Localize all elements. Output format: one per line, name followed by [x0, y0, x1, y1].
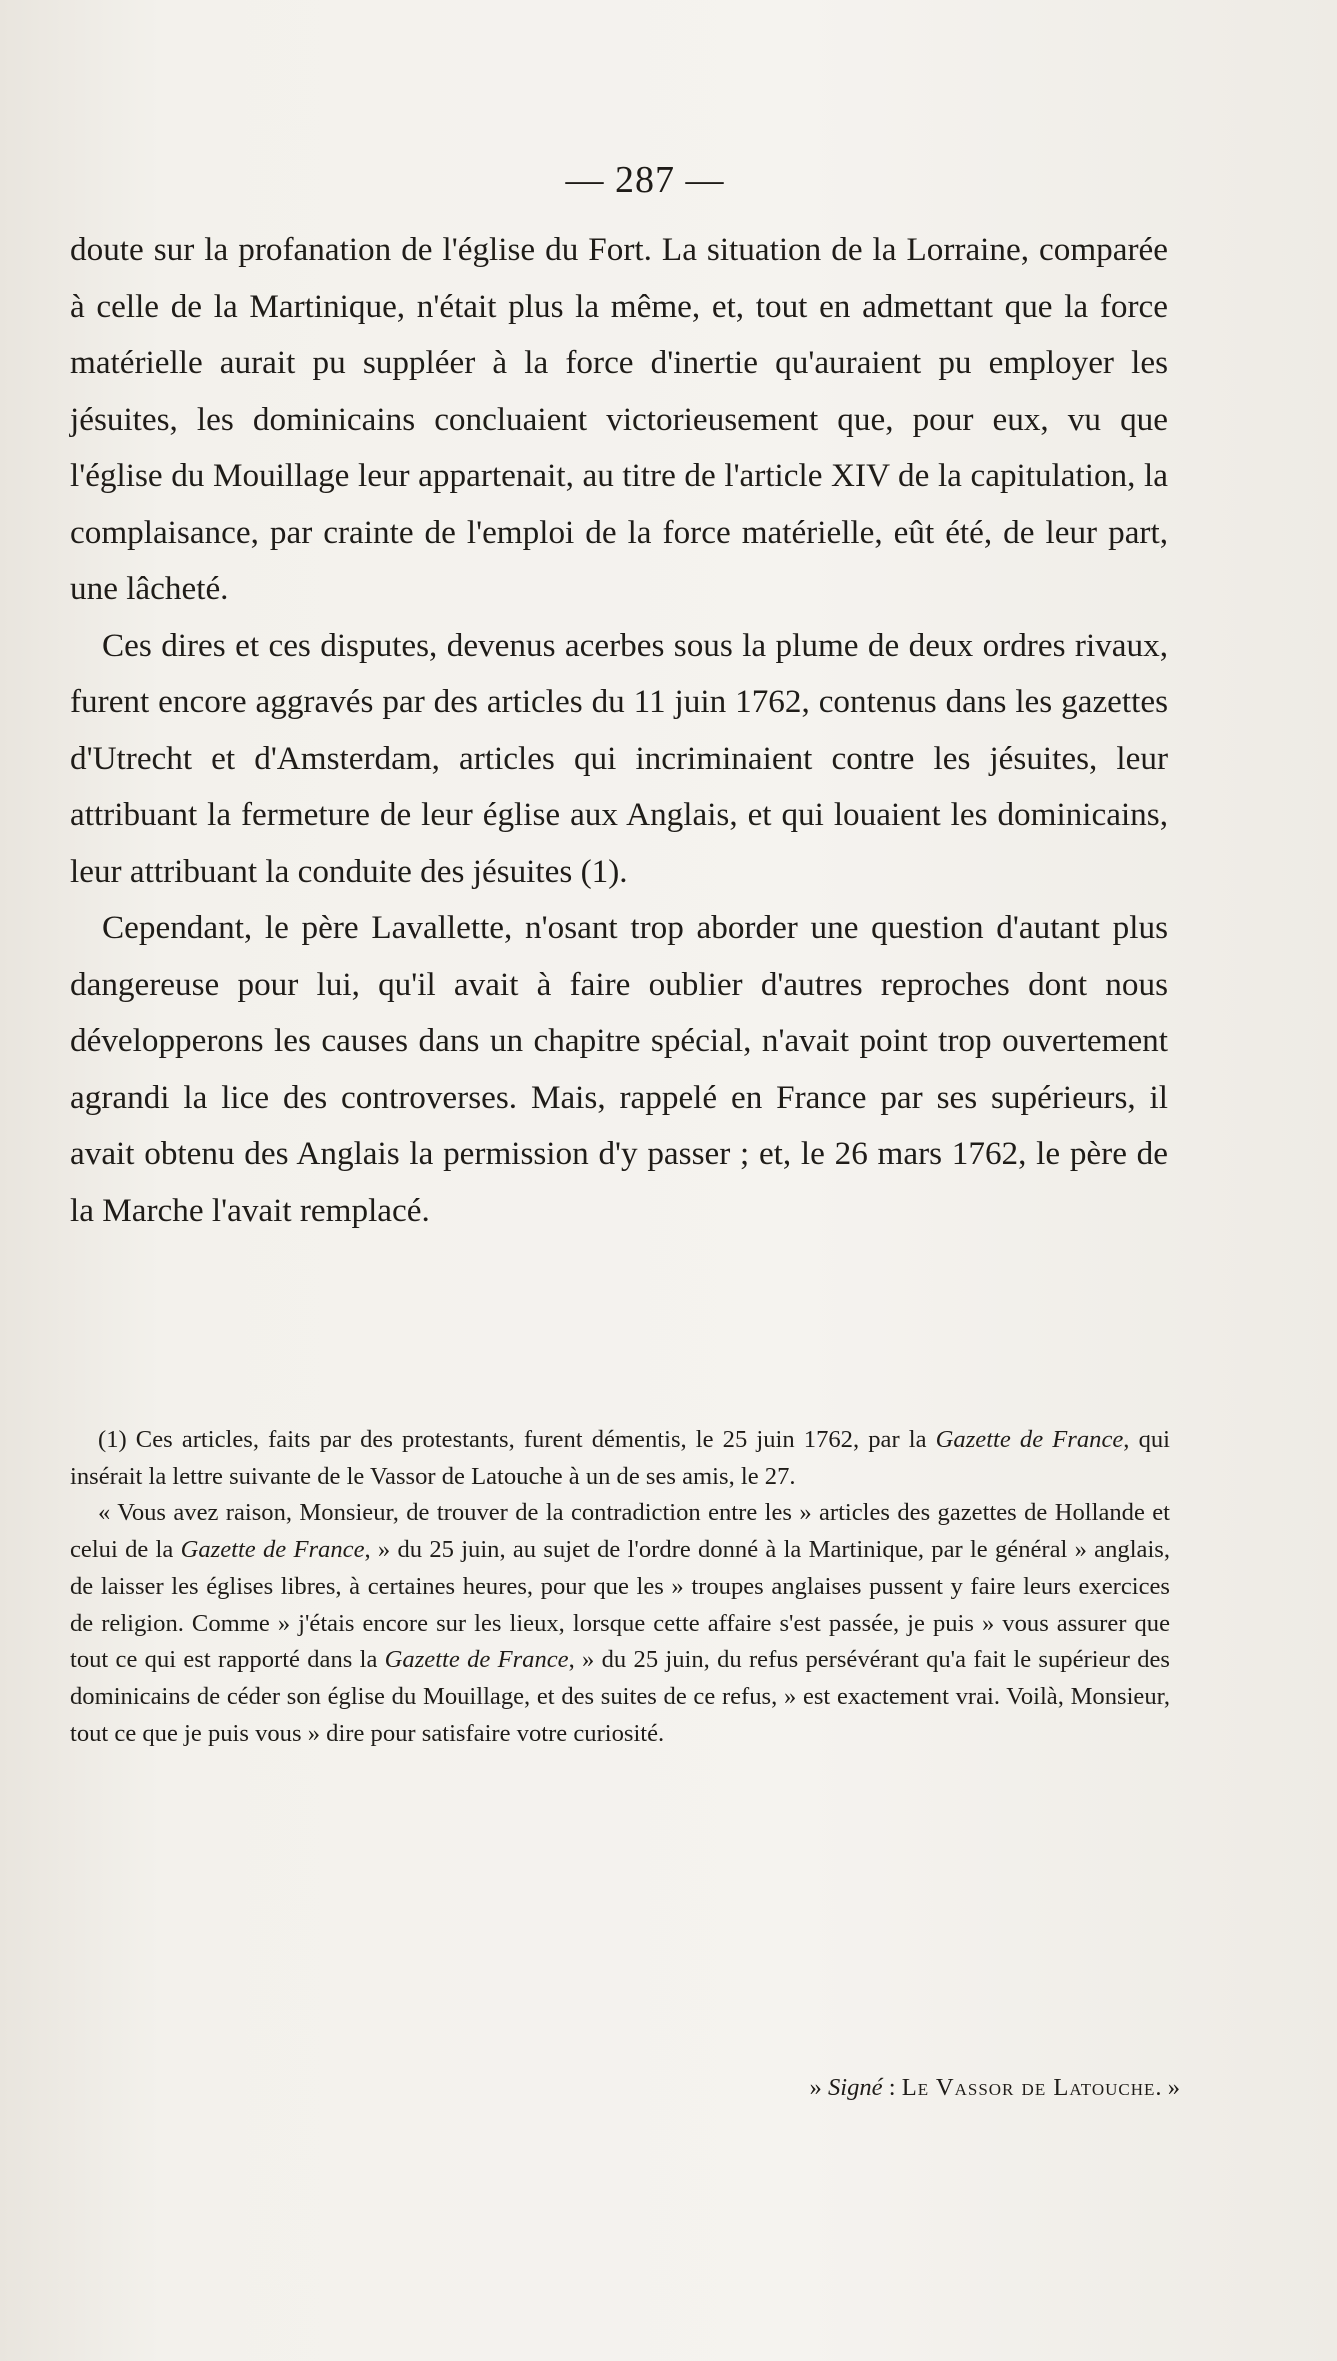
signature-close-quote: . »: [1155, 2074, 1180, 2101]
main-text: [70, 222, 1168, 1239]
letter-gazette-1: Gazette de France: [180, 1536, 365, 1564]
letter-text-1: « Vous avez raison, Monsieur, de trouver de la contradiction entre les » articles des gazettes de Hollande et celui de la: [70, 1499, 1170, 1564]
letter-text-2: , » du 25 juin, au sujet de l'ordre donné à la Martinique, par le général » anglais, de laisser les églises libres, à certaines heures, pour que les » troupes anglaises pussent y faire leurs exercices de religion. Comme » j'étais encore sur les lieux, lorsque cette affaire s'est passée, je puis » vous assurer que tout ce qui est rapporté dans la: [70, 1536, 1170, 1674]
footnote-intro-gazette: Gazette de France: [935, 1426, 1124, 1453]
footnote-intro-text: (1) Ces articles, faits par des protestants, furent démentis, le 25 juin 1762, par la: [98, 1426, 936, 1453]
signature-colon: :: [882, 2074, 902, 2101]
signature: [0, 2074, 1180, 2102]
footnote-intro: [70, 1422, 1170, 1495]
signature-word: Signé: [827, 2074, 883, 2101]
letter-gazette-2: Gazette de France: [384, 1646, 569, 1674]
paragraph-2: Ces dires et ces disputes, devenus acerbes sous la plume de deux ordres rivaux, furent encore aggravés par des articles du 11 juin 1762, contenus dans les gazettes d'Utrecht et d'Amsterdam, articles qui incriminaient contre les jésuites, leur attribuant la fermeture de leur église aux Anglais, et qui louaient les dominicains, leur attribuant la conduite des jésuites (1).: [70, 626, 1168, 890]
paragraph-1: doute sur la profanation de l'église du Fort. La situation de la Lorraine, comparée à celle de la Martinique, n'était plus la même, et, tout en admettant que la force matérielle aurait pu suppléer à la force d'inertie qu'auraient pu employer les jésuites, les dominicains concluaient victorieusement que, pour eux, vu que l'église du Mouillage leur appartenait, au titre de l'article XIV de la capitulation, la complaisance, par crainte de l'emploi de la force matérielle, eût été, de leur part, une lâcheté.: [70, 231, 1168, 607]
footnote-intro-text-end: , qui insérait la lettre suivante de le Vassor de Latouche à un de ses amis, le 27.: [70, 1426, 1171, 1490]
footnote-letter: [70, 1495, 1170, 1752]
signature-open-quote: »: [809, 2074, 828, 2101]
page-number: — 287 —: [565, 159, 725, 201]
letter-text-3: , » du 25 juin, du refus persévérant qu'a fait le supérieur des dominicains de céder son église du Mouillage, et des suites de ce refus, » est exactement vrai. Voilà, Monsieur, tout ce que je puis vous » dire pour satisfaire votre curiosité.: [70, 1646, 1171, 1747]
signature-name: Le Vassor de Latouche: [901, 2074, 1156, 2101]
footnote: [70, 1422, 1170, 1752]
paragraph-3: Cependant, le père Lavallette, n'osant trop aborder une question d'autant plus dangereuse pour lui, qu'il avait à faire oublier d'autres reproches dont nous développerons les causes dans un chapitre spécial, n'avait point trop ouvertement agrandi la lice des controverses. Mais, rappelé en France par ses supérieurs, il avait obtenu des Anglais la permission d'y passer ; et, le 26 mars 1762, le père de la Marche l'avait remplacé.: [70, 909, 1168, 1229]
